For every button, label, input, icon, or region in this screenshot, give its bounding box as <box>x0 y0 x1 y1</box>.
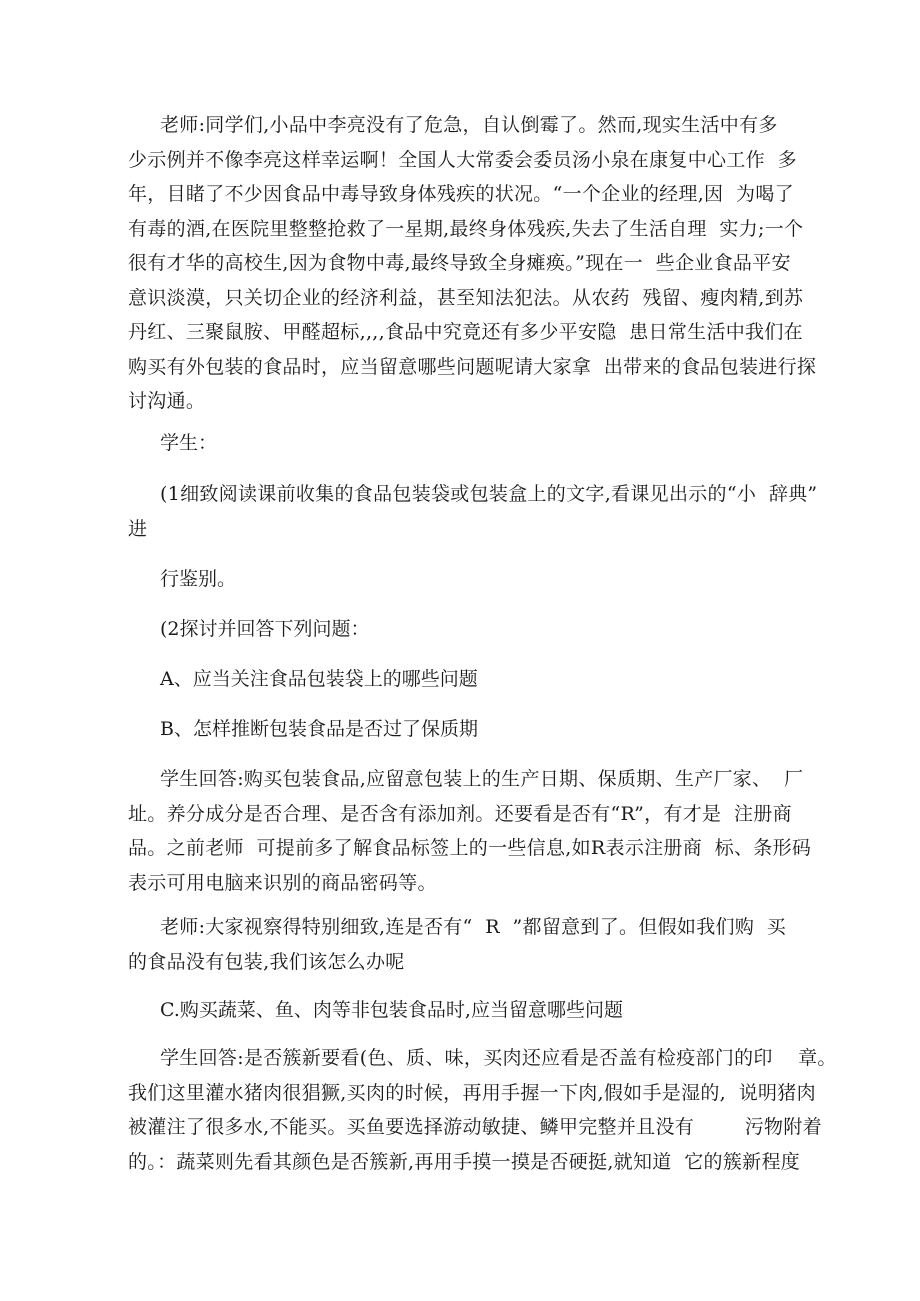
text-line: 的食品没有包装,我们该怎么办呢 <box>128 950 405 973</box>
text-line: 丹红、三聚鼠胺、甲醛超标,,,,食品中究竟还有多少平安隐 患日常生活中我们在 <box>128 321 803 343</box>
text-line: 进 <box>128 517 148 540</box>
paragraph-student-answer-1 <box>128 762 812 900</box>
question-b: B、怎样推断包装食品是否过了保质期 <box>160 718 478 740</box>
text-line: 购买有外包装的食品时，应当留意哪些问题呢请大家拿 出带来的食品包装进行探 <box>128 355 817 378</box>
paragraph-student-label: 学生： <box>160 432 218 454</box>
text-line: 老师:同学们,小品中李亮没有了危急，自认倒霉了。然而,现实生活中有多 <box>160 114 778 136</box>
text-line: 品。之前老师 可提前多了解食品标签上的一些信息,如R表示注册商 标、条形码 <box>128 837 812 859</box>
text-line: 学生回答:是否簇新要看(色、质、味，买肉还应看是否盖有检疫部门的印 章。 <box>160 1047 837 1069</box>
text-line: 被灌注了很多水,不能买。买鱼要选择游动敏捷、鳞甲完整并且没有 污物附着 <box>128 1116 822 1138</box>
question-c: C.购买蔬菜、鱼、肉等非包装食品时,应当留意哪些问题 <box>160 999 623 1021</box>
text-line: 有毒的酒,在医院里整整抢救了一星期,最终身体残疾,失去了生活自理 实力;一个 <box>128 217 804 240</box>
text-line: 年，目睹了不少因食品中毒导致身体残疾的状况。“一个企业的经理,因 为喝了 <box>128 183 794 205</box>
paragraph-student-answer-2 <box>128 1041 837 1179</box>
text-line: 意识淡漠，只关切企业的经济利益，甚至知法犯法。从农药 残留、瘦肉精,到苏 <box>128 286 804 309</box>
text-line: 址。养分成分是否合理、是否含有添加剂。还要看是否有“R”，有才是 注册商 <box>128 802 792 825</box>
text-line: 的。：蔬菜则先看其颜色是否簇新,再用手摸一摸是否硬挺,就知道 它的簇新程度 <box>128 1150 801 1173</box>
paragraph-task-2: (2探讨并回答下列问题： <box>160 618 370 640</box>
text-line: 很有才华的高校生,因为食物中毒,最终导致全身瘫痪。”现在一 些企业食品平安 <box>128 252 791 274</box>
text-line: 学生回答:购买包装食品,应留意包装上的生产日期、保质期、生产厂家、 厂 <box>160 768 804 790</box>
text-line: 表示可用电脑来识别的商品密码等。 <box>128 871 437 894</box>
text-line: 老师:大家视察得特别细致,连是否有“ R ”都留意到了。但假如我们购 买 <box>160 916 787 938</box>
text-line: 少示例并不像李亮这样幸运啊！全国人大常委会委员汤小泉在康复中心工作 多 <box>128 148 797 171</box>
paragraph-teacher-intro <box>128 108 817 419</box>
question-a: A、应当关注食品包装袋上的哪些问题 <box>160 668 478 690</box>
paragraph-task-1 <box>128 477 818 546</box>
text-line: 我们这里灌水猪肉很猖獗,买肉的时候，再用手握一下肉,假如手是湿的, 说明猪肉 <box>128 1081 816 1104</box>
text-line: (1细致阅读课前收集的食品包装袋或包装盒上的文字,看课见出示的“小 辞典” <box>160 483 818 505</box>
text-line: 讨沟通。 <box>128 390 206 412</box>
paragraph-teacher-followup <box>128 910 808 979</box>
paragraph-task-1-continued: 行鉴别。 <box>160 568 237 590</box>
